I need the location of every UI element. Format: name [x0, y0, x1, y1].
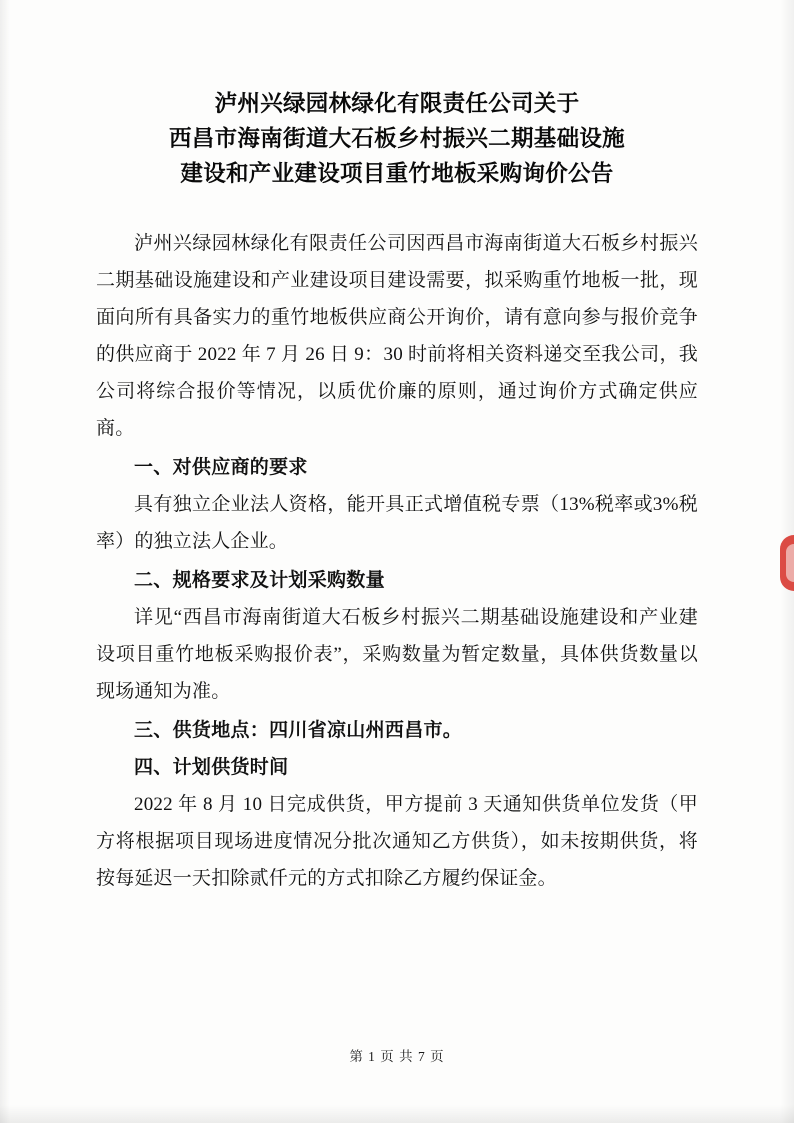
section-heading-1: 一、对供应商的要求 — [134, 457, 308, 478]
document-title — [96, 86, 698, 191]
red-seal-fragment — [780, 535, 794, 591]
page-footer: 第 1 页 共 7 页 — [349, 1049, 445, 1064]
section-4-paragraph-1: 2022 年 8 月 10 日完成供货，甲方提前 3 天通知供货单位发货（甲方将根据项目现场进度情况分批次通知乙方供货），如未按期供货，将按每延迟一天扣除贰仟元的方式扣除乙方履约保证金。 — [96, 794, 698, 889]
page-edge-shadow-right — [780, 0, 794, 1123]
document-title-line-2: 西昌市海南街道大石板乡村振兴二期基础设施 — [168, 126, 625, 151]
section-heading-4: 四、计划供货时间 — [134, 757, 289, 778]
document-content — [96, 86, 698, 899]
section-heading-2: 二、规格要求及计划采购数量 — [134, 570, 385, 591]
page-edge-shadow-bottom — [0, 1105, 794, 1123]
section-2-paragraph-1: 详见“西昌市海南街道大石板乡村振兴二期基础设施建设和产业建设项目重竹地板采购报价表”，采购数量为暂定数量，具体供货数量以现场通知为准。 — [96, 607, 698, 702]
intro-paragraph: 泸州兴绿园林绿化有限责任公司因西昌市海南街道大石板乡村振兴二期基础设施建设和产业建设项目建设需要，拟采购重竹地板一批，现面向所有具备实力的重竹地板供应商公开询价，请有意向参与报价竞争的供应商于 2022 年 7 月 26 日 9：30 时前将相关资料递交至我公司，我公司将综合报价等情况，以质优价廉的原则，通过询价方式确定供应商。 — [96, 233, 698, 439]
document-title-line-1: 泸州兴绿园林绿化有限责任公司关于 — [214, 91, 580, 116]
section-heading-3: 三、供货地点：四川省凉山州西昌市。 — [134, 720, 463, 741]
section-1-paragraph-1: 具有独立企业法人资格，能开具正式增值税专票（13%税率或3%税率）的独立法人企业。 — [96, 494, 698, 552]
document-title-line-3: 建设和产业建设项目重竹地板采购询价公告 — [180, 161, 614, 186]
page-edge-shadow-left — [0, 0, 10, 1123]
